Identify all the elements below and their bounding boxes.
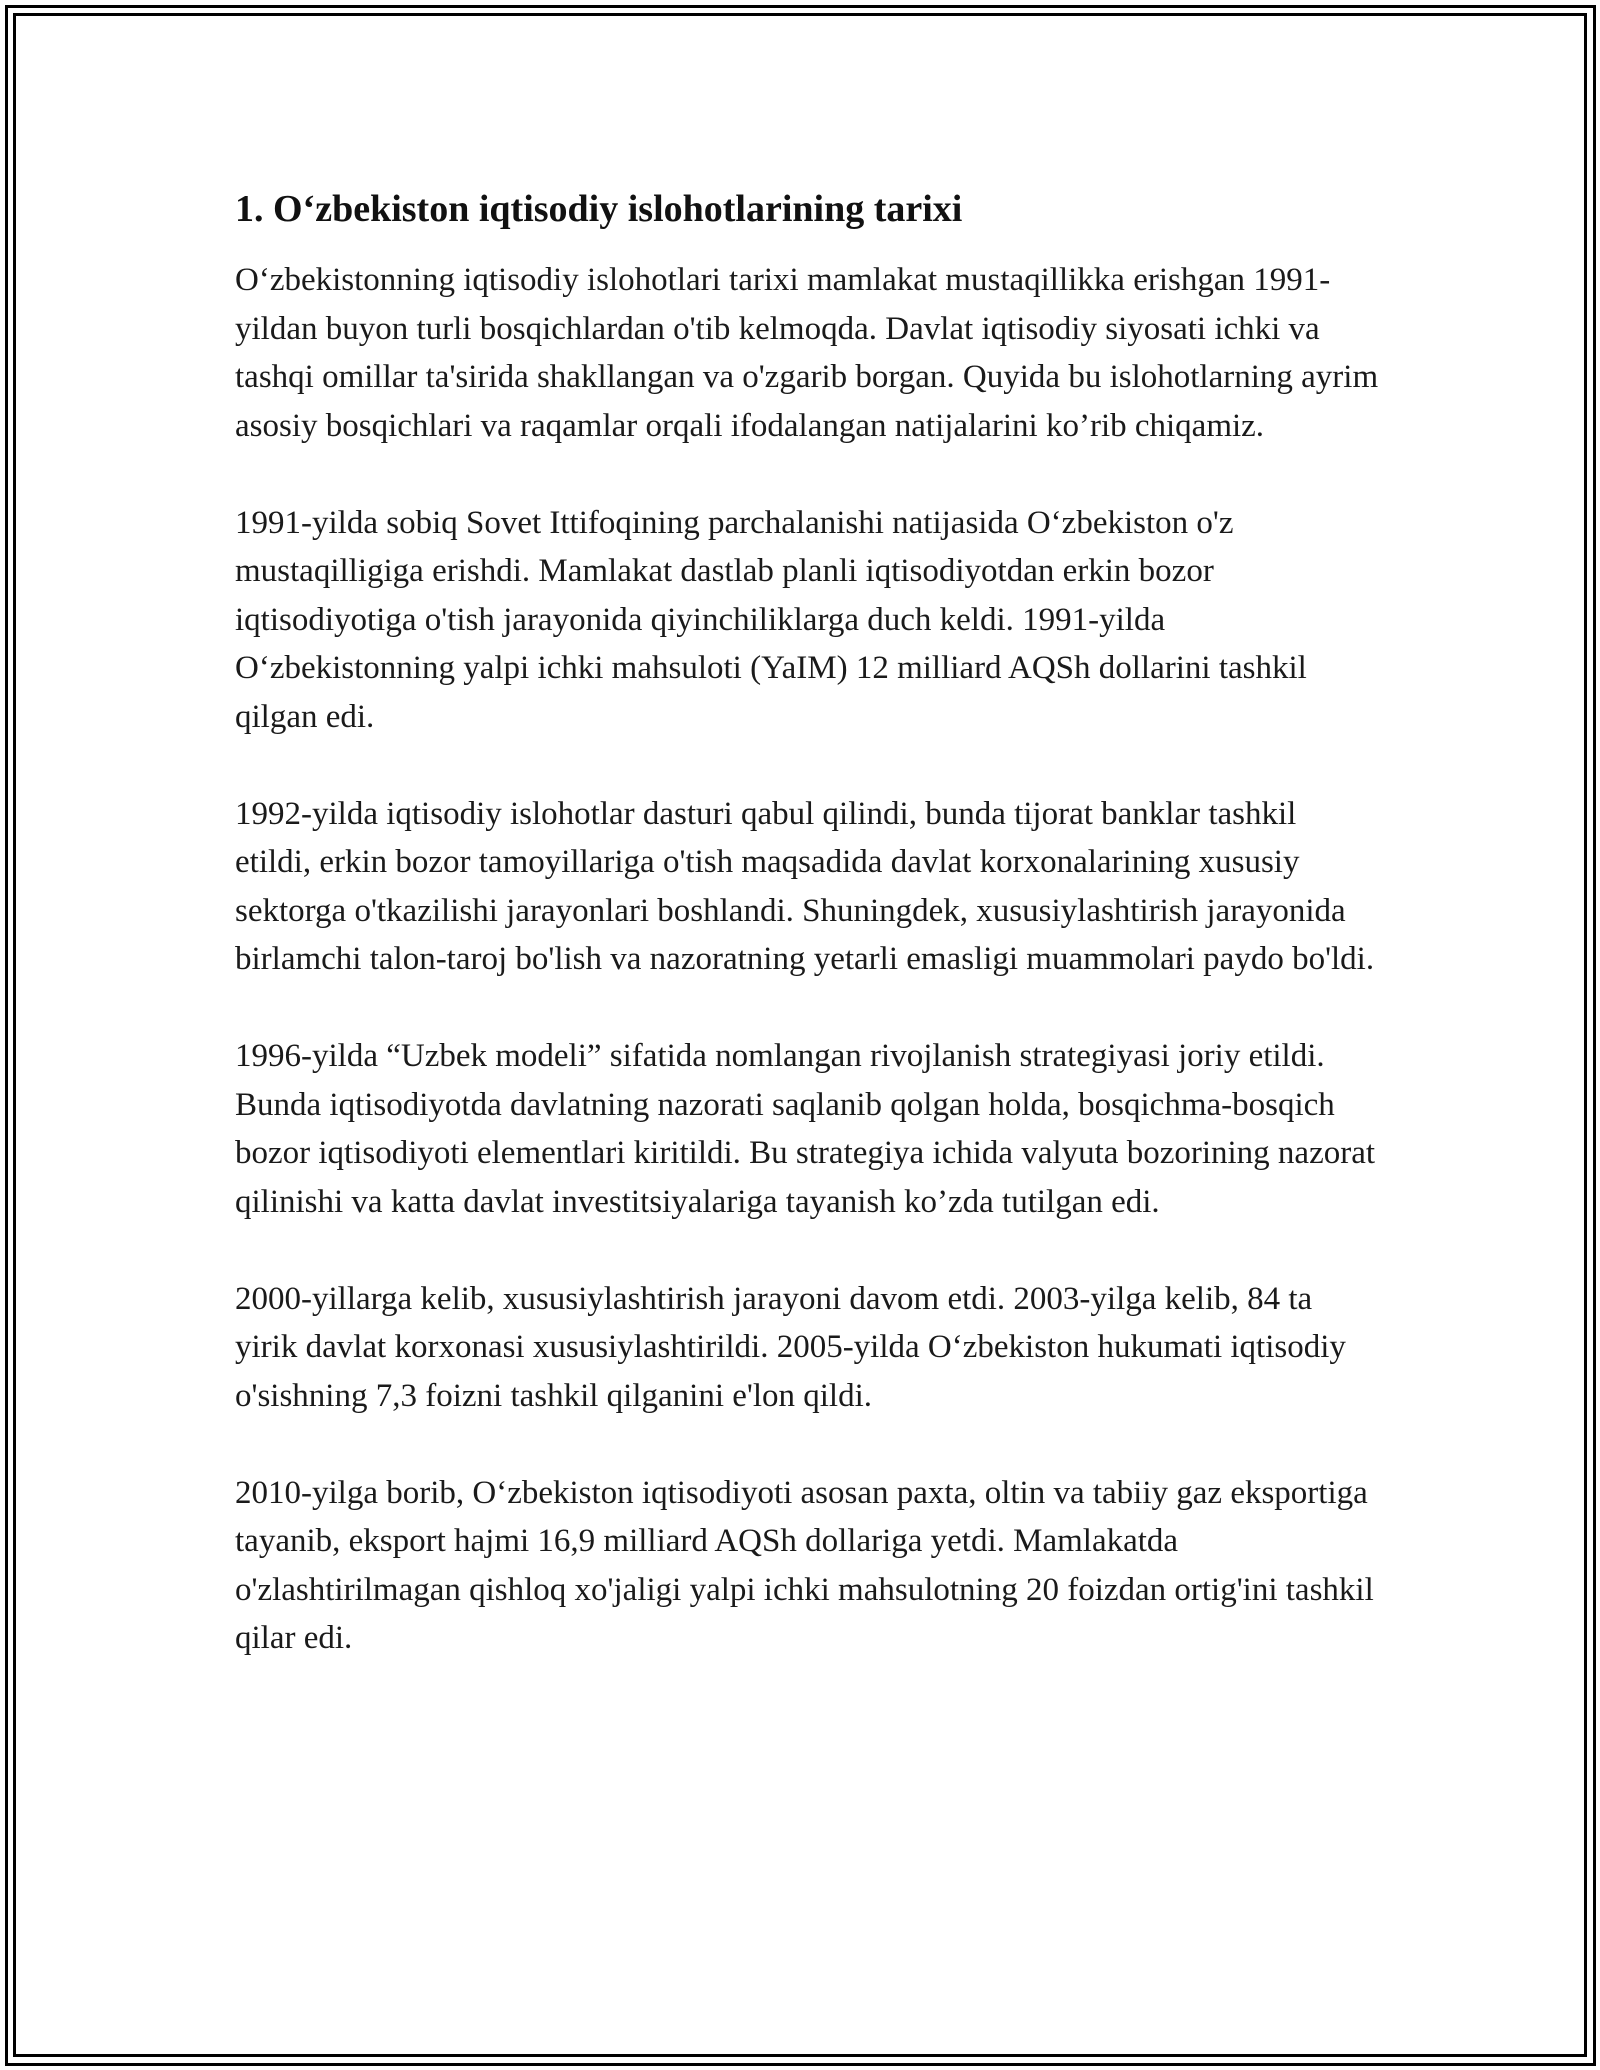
section-heading: 1. O‘zbekiston iqtisodiy islohotlarining tarixi <box>235 188 963 230</box>
paragraph-2010: 2010-yilga borib, O‘zbekiston iqtisodiyoti asosan paxta, oltin va tabiiy gaz eksportiga tayanib, eksport hajmi 16,9 milliard AQSh dollariga yetdi. Mamlakatda o'zlashtirilmagan qishloq xo'jaligi yalpi ichki mahsulotning 20 foizdan ortig'ini tashkil qilar edi. <box>235 1474 1374 1656</box>
paragraph-intro: O‘zbekistonning iqtisodiy islohotlari tarixi mamlakat mustaqillikka erishgan 1991-yildan buyon turli bosqichlardan o'tib kelmoqda. Davlat iqtisodiy siyosati ichki va tashqi omillar ta'sirida shakllangan va o'zgarib borgan. Quyida bu islohotlarning ayrim asosiy bosqichlari va raqamlar orqali ifodalangan natijalarini ko’rib chiqamiz. <box>235 262 1379 444</box>
paragraph-2000s: 2000-yillarga kelib, xususiylashtirish jarayoni davom etdi. 2003-yilga kelib, 84 ta yirik davlat korxonasi xususiylashtirildi. 2005-yilda O‘zbekiston hukumati iqtisodiy o'sishning 7,3 foizni tashkil qilganini e'lon qildi. <box>235 1280 1346 1414</box>
paragraph-1992: 1992-yilda iqtisodiy islohotlar dasturi qabul qilindi, bunda tijorat banklar tashkil etildi, erkin bozor tamoyillariga o'tish maqsadida davlat korxonalarining xususiy sektorga o'tkazilishi jarayonlari boshlandi. Shuningdek, xususiylashtirish jarayonida birlamchi talon-taroj bo'lish va nazoratning yetarli emasligi muammolari paydo bo'ldi. <box>235 795 1375 977</box>
paragraph-1991: 1991-yilda sobiq Sovet Ittifoqining parchalanishi natijasida O‘zbekiston o'z mustaqilligiga erishdi. Mamlakat dastlab planli iqtisodiyotdan erkin bozor iqtisodiyotiga o'tish jarayonida qiyinchiliklarga duch keldi. 1991-yilda O‘zbekistonning yalpi ichki mahsuloti (YaIM) 12 milliard AQSh dollarini tashkil qilgan edi. <box>235 504 1307 735</box>
document-body <box>235 186 1380 1711</box>
paragraph-1996: 1996-yilda “Uzbek modeli” sifatida nomlangan rivojlanish strategiyasi joriy etildi. Bunda iqtisodiyotda davlatning nazorati saqlanib qolgan holda, bosqichma-bosqich bozor iqtisodiyoti elementlari kiritildi. Bu strategiya ichida valyuta bozorining nazorat qilinishi va katta davlat investitsiyalariga tayanish ko’zda tutilgan edi. <box>235 1038 1376 1220</box>
